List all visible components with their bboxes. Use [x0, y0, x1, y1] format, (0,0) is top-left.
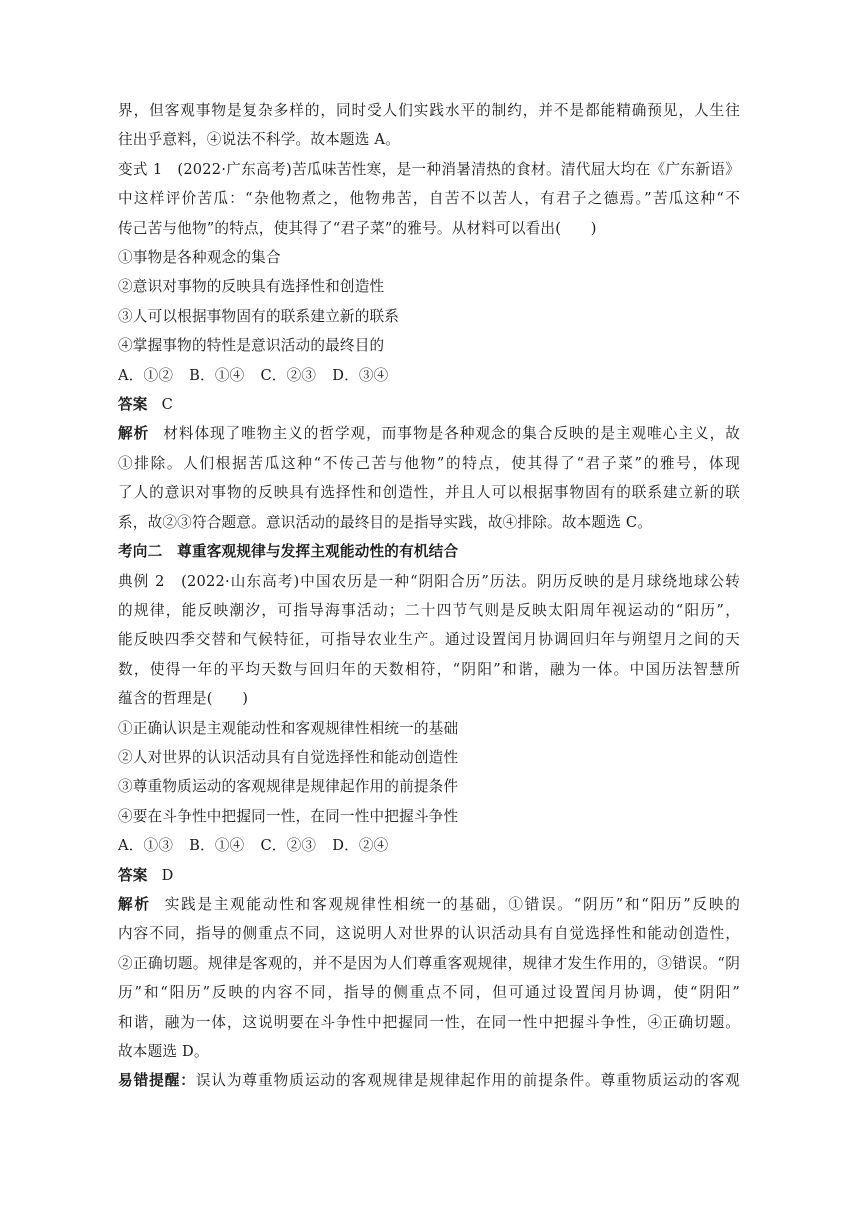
analysis-line: ①排除。人们根据苦瓜这种“不传己苦与他物”的特点，使其得了“君子菜”的雅号，体现: [118, 454, 740, 472]
analysis-line: 故本题选 D。: [118, 1043, 209, 1060]
tip-text: 误认为尊重物质运动的客观规律是规律起作用的前提条件。尊重物质运动的客观: [195, 1072, 740, 1090]
answer-label: 答案: [118, 866, 148, 884]
analysis-line: [118, 890, 740, 919]
section-title: 考向二 尊重客观规律与发挥主观能动性的有机结合: [118, 543, 459, 561]
statement: ②人对世界的认识活动具有自觉选择性和能动创造性: [118, 748, 459, 766]
example-question-line: 数，使得一年的平均天数与回归年的天数相符，“阴阳”和谐，融为一体。中国历法智慧所: [118, 660, 740, 678]
statement: ④要在斗争性中把握同一性，在同一性中把握斗争性: [118, 807, 459, 825]
answer-line: [118, 390, 740, 419]
analysis-line: 内容不同，指导的侧重点不同，这说明人对世界的认识活动具有自觉选择性和能动创造性，: [118, 925, 740, 943]
option-c: C．②③: [260, 837, 317, 855]
option-b: B．①④: [189, 837, 245, 855]
answer-value: D: [161, 866, 174, 884]
option-c: C．②③: [260, 366, 317, 384]
tip-label: 易错提醒：: [118, 1072, 196, 1090]
analysis-text: 实践是主观能动性和客观规律性相统一的基础，①错误。“阴历”和“阳历”反映的: [164, 895, 741, 913]
option-b: B．①④: [189, 366, 245, 384]
statement: ④掌握事物的特性是意识活动的最终目的: [118, 337, 385, 355]
option-d: D．②④: [332, 837, 389, 855]
answer-value: C: [161, 396, 173, 414]
answer-line: [118, 861, 740, 890]
options-row: [118, 831, 740, 860]
options-row: [118, 361, 740, 390]
option-d: D．③④: [332, 366, 389, 384]
example-question-line: 的规律，能反映潮汐，可指导海事活动；二十四节气则是反映太阳周年视运动的“阳历”，: [118, 601, 740, 619]
analysis-line: [118, 419, 740, 448]
variant-question-line: 中这样评价苦瓜：“杂他物煮之，他物弗苦，自苦不以苦人，有君子之德焉。”苦瓜这种“不: [118, 190, 740, 208]
analysis-line: ②正确切题。规律是客观的，并不是因为人们尊重客观规律，规律才发生作用的，③错误。“阴: [118, 954, 740, 972]
intro-line: 往出乎意料，④说法不科学。故本题选 A。: [118, 131, 400, 149]
example-question-line: 典例 2 (2022·山东高考)中国农历是一种“阴阳合历”历法。阴历反映的是月球绕地球公转: [118, 572, 740, 590]
option-a: A．①②: [118, 366, 174, 384]
analysis-label: 解析: [118, 895, 151, 913]
intro-line: 界，但客观事物是复杂多样的，同时受人们实践水平的制约，并不是都能精确预见，人生往: [118, 102, 740, 119]
variant-question-line: 传己苦与他物”的特点，使其得了“君子菜”的雅号。从材料可以看出( ): [118, 219, 597, 237]
option-a: A．①③: [118, 837, 174, 855]
variant-question-line: 变式 1 (2022·广东高考)苦瓜味苦性寒，是一种消暑清热的食材。清代屈大均在《广东新语》: [118, 160, 740, 178]
tip-line: [118, 1066, 740, 1095]
analysis-line: 和谐，融为一体，这说明要在斗争性中把握同一性，在同一性中把握斗争性，④正确切题。: [118, 1013, 740, 1031]
statement: ②意识对事物的反映具有选择性和创造性: [118, 278, 385, 296]
example-question-line: 蕴含的哲理是( ): [118, 690, 249, 708]
statement: ③人可以根据事物固有的联系建立新的联系: [118, 307, 400, 325]
analysis-line: 历”和“阳历”反映的内容不同，指导的侧重点不同，但可通过设置闰月协调，使“阴阳”: [118, 984, 740, 1002]
document-page: [118, 96, 740, 1096]
analysis-line: 了人的意识对事物的反映具有选择性和创造性，并且人可以根据事物固有的联系建立新的联: [118, 484, 740, 502]
answer-label: 答案: [118, 396, 148, 414]
analysis-line: 系，故②③符合题意。意识活动的最终目的是指导实践，故④排除。故本题选 C。: [118, 513, 652, 531]
statement: ①事物是各种观念的集合: [118, 249, 281, 267]
statement: ③尊重物质运动的客观规律是规律起作用的前提条件: [118, 778, 459, 796]
analysis-text: 材料体现了唯物主义的哲学观，而事物是各种观念的集合反映的是主观唯心主义，故: [163, 425, 741, 443]
analysis-label: 解析: [118, 425, 150, 443]
example-question-line: 能反映四季交替和气候特征，可指导农业生产。通过设置闰月协调回归年与朔望月之间的天: [118, 631, 740, 649]
statement: ①正确认识是主观能动性和客观规律性相统一的基础: [118, 719, 459, 737]
